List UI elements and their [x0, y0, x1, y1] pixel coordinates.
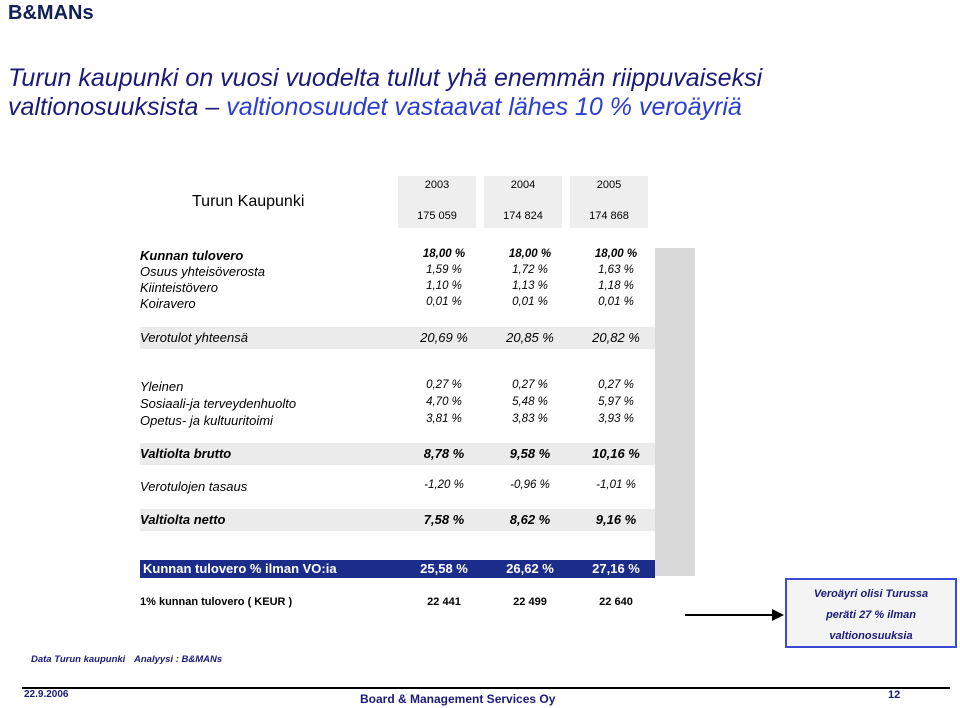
cell-2005: 18,00 % [594, 248, 638, 260]
cell-2004: 1,72 % [512, 264, 548, 276]
cell-2005: 5,97 % [598, 396, 634, 408]
table-row-state-net [140, 512, 655, 530]
year-column-2003 [398, 176, 476, 228]
cell-2004: 0,27 % [512, 379, 548, 391]
table-row-equalization [140, 479, 655, 497]
cell-2003: 1,59 % [426, 264, 462, 276]
row-label: Opetus- ja kultuuritoimi [140, 413, 273, 428]
footer-divider [22, 687, 950, 689]
city-label: Turun Kaupunki [192, 193, 305, 210]
cell-2004: 18,00 % [508, 248, 552, 260]
cell-2003: 25,58 % [420, 561, 468, 576]
logo-mans: MANs [36, 2, 94, 24]
population-value: 174 824 [503, 210, 543, 222]
cell-2004: -0,96 % [510, 479, 550, 491]
callout-box [785, 578, 957, 648]
cell-2003: 3,81 % [426, 413, 462, 425]
cell-2003: 18,00 % [422, 248, 466, 260]
cell-2004: 0,01 % [512, 296, 548, 308]
cell-2005: 20,82 % [592, 330, 640, 345]
table-side-bar [655, 248, 695, 576]
population-value: 175 059 [417, 210, 457, 222]
row-label: 1% kunnan tulovero ( KEUR ) [140, 596, 293, 608]
cell-2003: 0,01 % [426, 296, 462, 308]
cell-2003: 22 441 [427, 596, 461, 608]
cell-2003: 8,78 % [423, 446, 465, 461]
cell-2003: -1,20 % [424, 479, 464, 491]
cell-2003: 0,27 % [426, 379, 462, 391]
arrow-right-icon [772, 609, 784, 621]
row-label: Verotulot yhteensä [140, 330, 248, 345]
table-row [140, 396, 655, 414]
row-label: Osuus yhteisöverosta [140, 264, 266, 279]
row-label: Kiinteistövero [140, 280, 219, 295]
callout-line-3: valtionosuuksia [829, 630, 913, 642]
cell-2004: 5,48 % [512, 396, 548, 408]
title-line-1: Turun kaupunki on vuosi vuodelta tullut yhä enemmän riippuvaiseksi [8, 64, 763, 92]
table-row [140, 379, 655, 397]
table-row-tax-total [140, 330, 655, 348]
row-label: Valtiolta netto [140, 512, 226, 527]
cell-2004: 8,62 % [509, 512, 551, 527]
table-row-tax-excl [140, 561, 655, 579]
logo-amp: & [22, 2, 37, 24]
source-data: Data Turun kaupunki [31, 654, 126, 665]
title-line-2-plain: valtionosuuksista – [8, 93, 227, 121]
row-label: Kunnan tulovero % ilman VO:ia [143, 561, 337, 576]
logo-b: B [8, 2, 23, 24]
title-line-2-highlight: valtionosuudet vastaavat lähes 10 % veroäyriä [226, 93, 742, 121]
cell-2004: 20,85 % [506, 330, 554, 345]
page-number: 12 [888, 689, 901, 701]
callout-line-1: Veroäyri olisi Turussa [813, 588, 929, 600]
cell-2005: 0,27 % [598, 379, 634, 391]
cell-2005: 10,16 % [592, 446, 640, 461]
cell-2005: 0,01 % [598, 296, 634, 308]
cell-2005: 27,16 % [592, 561, 640, 576]
row-label: Yleinen [140, 379, 184, 394]
year-label: 2004 [510, 179, 536, 191]
row-label: Verotulojen tasaus [140, 479, 248, 494]
cell-2005: 3,93 % [598, 413, 634, 425]
year-column-2004 [484, 176, 562, 228]
cell-2003: 4,70 % [426, 396, 462, 408]
company-logo [8, 2, 94, 25]
title-line-2 [8, 93, 948, 122]
table-row-state-gross [140, 446, 655, 464]
row-label: Koiravero [140, 296, 196, 311]
table-row [140, 296, 655, 314]
cell-2005: 1,18 % [598, 280, 634, 292]
population-value: 174 868 [589, 210, 629, 222]
cell-2004: 26,62 % [506, 561, 554, 576]
row-label: Sosiaali-ja terveydenhuolto [140, 396, 297, 411]
cell-2004: 9,58 % [509, 446, 551, 461]
year-column-2005 [570, 176, 648, 228]
cell-2005: 1,63 % [598, 264, 634, 276]
cell-2005: 22 640 [599, 596, 633, 608]
footer-date: 22.9.2006 [24, 689, 69, 700]
table-row-one-percent [140, 596, 655, 614]
cell-2003: 7,58 % [423, 512, 465, 527]
cell-2004: 22 499 [513, 596, 547, 608]
row-label: Kunnan tulovero [140, 248, 244, 263]
source-analysis: Analyysi : B&MANs [134, 654, 223, 665]
year-label: 2005 [596, 179, 622, 191]
cell-2003: 1,10 % [426, 280, 462, 292]
footer-company: Board & Management Services Oy [360, 692, 556, 706]
callout-line-2: peräti 27 % ilman [826, 609, 916, 621]
cell-2003: 20,69 % [420, 330, 468, 345]
slide-title [8, 64, 948, 122]
cell-2005: 9,16 % [595, 512, 637, 527]
callout-arrow-line [685, 614, 777, 616]
year-label: 2003 [424, 179, 450, 191]
row-label: Valtiolta brutto [140, 446, 232, 461]
table-row [140, 413, 655, 431]
cell-2004: 1,13 % [512, 280, 548, 292]
cell-2005: -1,01 % [596, 479, 636, 491]
cell-2004: 3,83 % [512, 413, 548, 425]
